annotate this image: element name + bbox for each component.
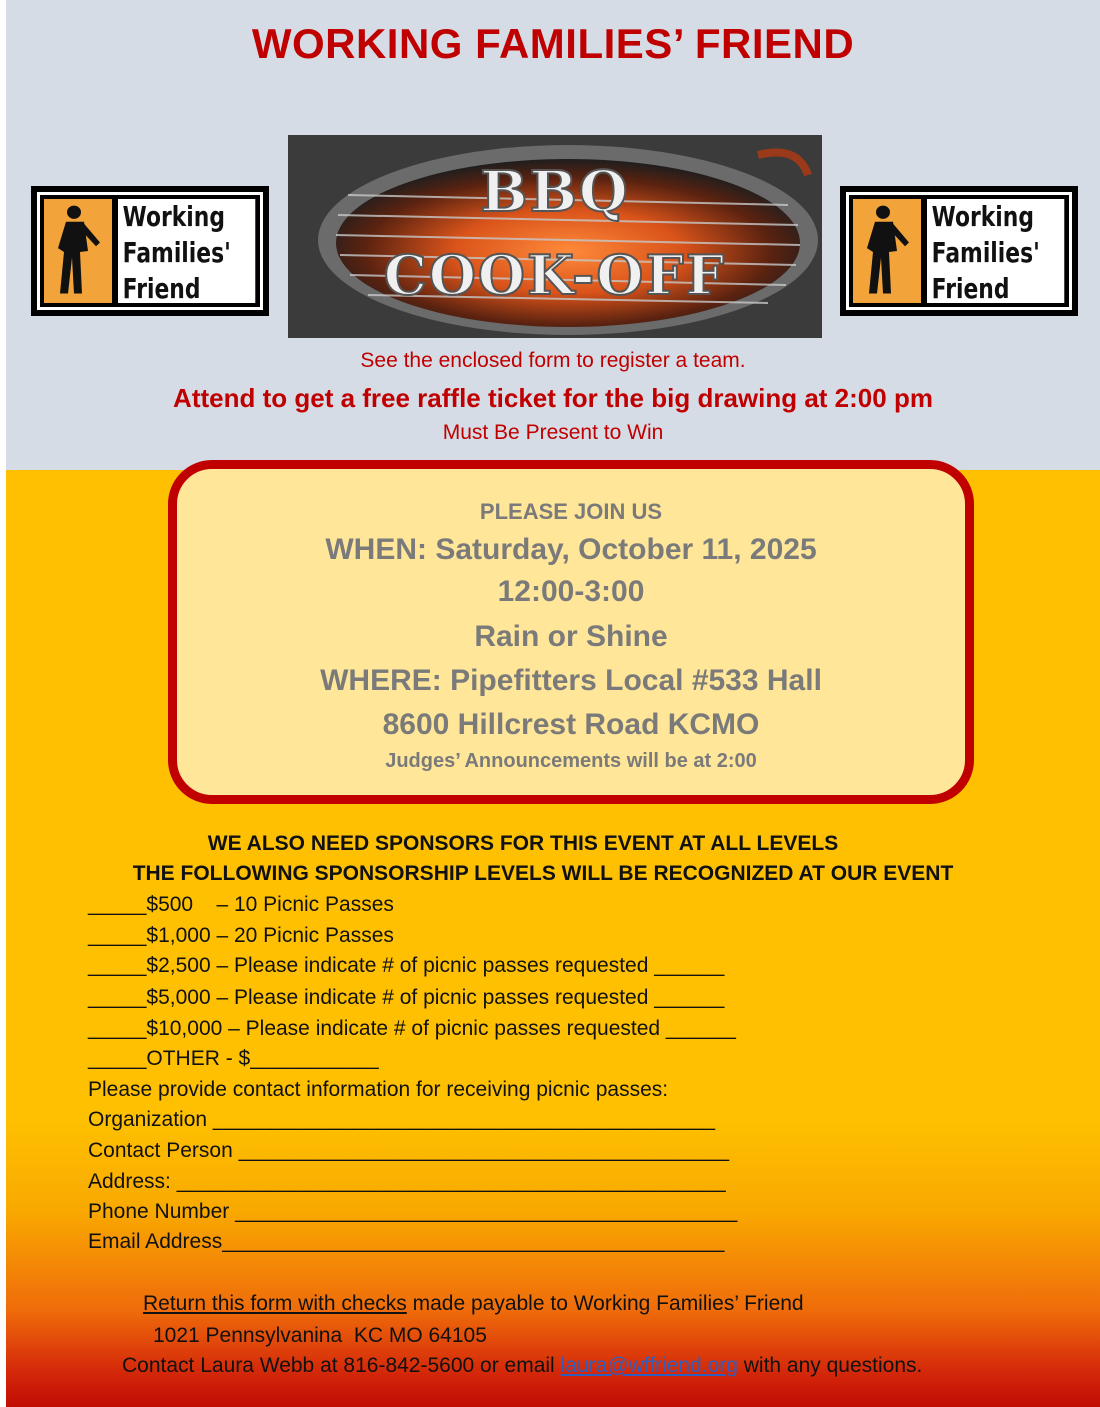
sponsor-level-1000[interactable]: _____$1,000 – 20 Picnic Passes [88, 924, 394, 947]
sponsor-level-2500[interactable]: _____$2,500 – Please indicate # of picnic passes requested ______ [88, 954, 725, 977]
sponsor-level-other[interactable]: _____OTHER - $___________ [88, 1047, 379, 1070]
contact-line: Contact Laura Webb at 816-842-5600 or email laura@wffriend.org with any questions. [122, 1354, 923, 1377]
bbq-grill-image [288, 135, 822, 338]
event-location: WHERE: Pipefitters Local #533 Hall [320, 664, 822, 697]
event-weather: Rain or Shine [474, 620, 668, 653]
mailing-address: 1021 Pennsylvanina KC MO 64105 [153, 1324, 487, 1347]
join-heading: PLEASE JOIN US [479, 499, 663, 524]
judges-note: Judges’ Announcements will be at 2:00 [385, 750, 757, 772]
flyer-page [6, 0, 1100, 1407]
logo-wordmark: Working Families' Friend [118, 199, 255, 303]
return-instructions: Return this form with checks made payable to Working Families’ Friend [143, 1292, 804, 1315]
event-date: WHEN: Saturday, October 11, 2025 [325, 533, 817, 566]
wff-logo-right [840, 186, 1078, 316]
email-field[interactable]: Email Address___________________________________________ [88, 1230, 725, 1253]
sponsorship-levels-heading: THE FOLLOWING SPONSORSHIP LEVELS WILL BE RECOGNIZED AT OUR EVENT [132, 862, 954, 885]
sponsor-level-500[interactable]: _____$500 – 10 Picnic Passes [88, 893, 394, 916]
bbq-heading: BBQ [480, 159, 630, 225]
worker-figure-icon [853, 199, 921, 303]
sponsor-level-5000[interactable]: _____$5,000 – Please indicate # of picnic passes requested ______ [88, 986, 725, 1009]
sponsor-level-10000[interactable]: _____$10,000 – Please indicate # of picnic passes requested ______ [88, 1017, 736, 1040]
raffle-note: Attend to get a free raffle ticket for the big drawing at 2:00 pm [173, 383, 933, 413]
contact-person-field[interactable]: Contact Person __________________________________________ [88, 1139, 730, 1162]
register-note: See the enclosed form to register a team. [360, 349, 746, 372]
email-link[interactable]: laura@wffriend.org [560, 1354, 738, 1377]
event-time: 12:00-3:00 [497, 575, 645, 608]
flyer-title: WORKING FAMILIES’ FRIEND [251, 20, 855, 67]
present-note: Must Be Present to Win [442, 421, 664, 444]
contact-intro: Please provide contact information for receiving picnic passes: [88, 1078, 669, 1101]
event-details-card [168, 460, 974, 804]
phone-field[interactable]: Phone Number ___________________________________________ [88, 1200, 738, 1223]
sponsors-heading: WE ALSO NEED SPONSORS FOR THIS EVENT AT ALL LEVELS [207, 832, 839, 855]
wff-logo-left [31, 186, 269, 316]
organization-field[interactable]: Organization ___________________________________________ [88, 1108, 716, 1131]
worker-figure-icon [44, 199, 112, 303]
logo-wordmark: Working Families' Friend [927, 199, 1064, 303]
address-field[interactable]: Address: _______________________________________________ [88, 1170, 726, 1193]
event-address: 8600 Hillcrest Road KCMO [382, 708, 760, 741]
cook-off-heading: COOK-OFF [383, 243, 727, 307]
